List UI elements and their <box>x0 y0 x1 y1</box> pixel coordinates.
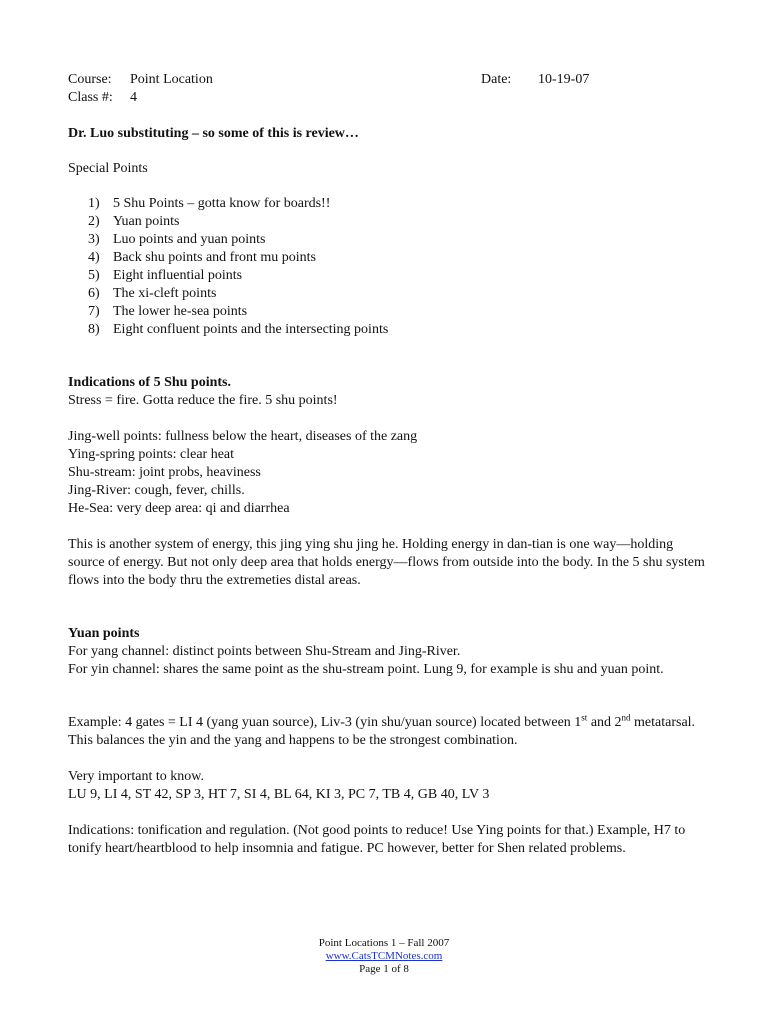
shu-point-line: He-Sea: very deep area: qi and diarrhea <box>68 501 290 516</box>
list-item-text: The lower he-sea points <box>113 304 248 319</box>
shu-point-line: Shu-stream: joint probs, heaviness <box>68 465 261 480</box>
list-item-number: 6) <box>88 286 100 301</box>
list-item-text: 5 Shu Points – gotta know for boards!! <box>113 196 331 211</box>
class-label: Class #: <box>68 90 113 105</box>
yuan-indications: Indications: tonification and regulation. (Not good points to reduce! Use Ying points for that.) Example, H7 to tonify heart/heartblood to help insomnia and fatigue. PC however, better for Shen related problems. <box>68 823 686 856</box>
list-item-number: 5) <box>88 268 100 283</box>
intro-heading: Dr. Luo substituting – so some of this is review… <box>68 126 359 141</box>
date-label: Date: <box>481 72 512 87</box>
list-item-text: Eight influential points <box>113 268 243 283</box>
yuan-example-part1: Example: 4 gates = LI 4 (yang yuan source), Liv-3 (yin shu/yuan source) located between 1 <box>68 715 582 730</box>
page-number: Page 1 of 8 <box>359 963 409 975</box>
yuan-example-part3: metatarsal. This balances the yin and the yang and happens to be the strongest combination. <box>68 715 696 748</box>
footer-link[interactable]: www.CatsTCMNotes.com <box>325 950 443 962</box>
important-line: Very important to know. <box>68 769 204 784</box>
list-item-text: Eight confluent points and the intersecting points <box>113 322 389 337</box>
course-label: Course: <box>68 72 112 87</box>
list-item-number: 1) <box>88 196 100 211</box>
class-value: 4 <box>130 90 137 105</box>
list-item-text: The xi-cleft points <box>113 286 217 301</box>
yuan-points-list: LU 9, LI 4, ST 42, SP 3, HT 7, SI 4, BL 64, KI 3, PC 7, TB 4, GB 40, LV 3 <box>68 787 490 802</box>
shu-heading: Indications of 5 Shu points. <box>68 375 232 390</box>
yuan-example <box>68 714 708 750</box>
list-item-text: Yuan points <box>113 214 180 229</box>
course-value: Point Location <box>130 72 213 87</box>
footer-link-row <box>0 950 768 963</box>
shu-point-line: Jing-River: cough, fever, chills. <box>68 483 245 498</box>
yuan-heading: Yuan points <box>68 626 140 641</box>
list-item-number: 7) <box>88 304 100 319</box>
list-item-number: 2) <box>88 214 100 229</box>
list-item-text: Back shu points and front mu points <box>113 250 316 265</box>
date-value: 10-19-07 <box>538 72 590 87</box>
shu-paragraph: This is another system of energy, this jing ying shu jing he. Holding energy in dan-tian is one way—holding source of energy. But not only deep area that holds energy—flows from outside into the body. In the 5 shu system flows into the body thru the extremeties distal areas. <box>68 537 705 588</box>
shu-point-line: Ying-spring points: clear heat <box>68 447 235 462</box>
footer-title: Point Locations 1 – Fall 2007 <box>318 937 450 949</box>
yuan-yang-line: For yang channel: distinct points between Shu-Stream and Jing-River. <box>68 644 461 659</box>
yuan-example-part2: and 2 <box>587 715 622 730</box>
superscript-second: nd <box>621 712 631 723</box>
list-item-number: 8) <box>88 322 100 337</box>
shu-stress-line: Stress = fire. Gotta reduce the fire. 5 shu points! <box>68 393 338 408</box>
yuan-yin-line: For yin channel: shares the same point as the shu-stream point. Lung 9, for example is shu and yuan point. <box>68 662 664 677</box>
list-item-number: 3) <box>88 232 100 247</box>
list-item-number: 4) <box>88 250 100 265</box>
special-points-title: Special Points <box>68 161 148 176</box>
list-item-text: Luo points and yuan points <box>113 232 266 247</box>
shu-point-line: Jing-well points: fullness below the heart, diseases of the zang <box>68 429 418 444</box>
superscript-first: st <box>581 712 588 723</box>
